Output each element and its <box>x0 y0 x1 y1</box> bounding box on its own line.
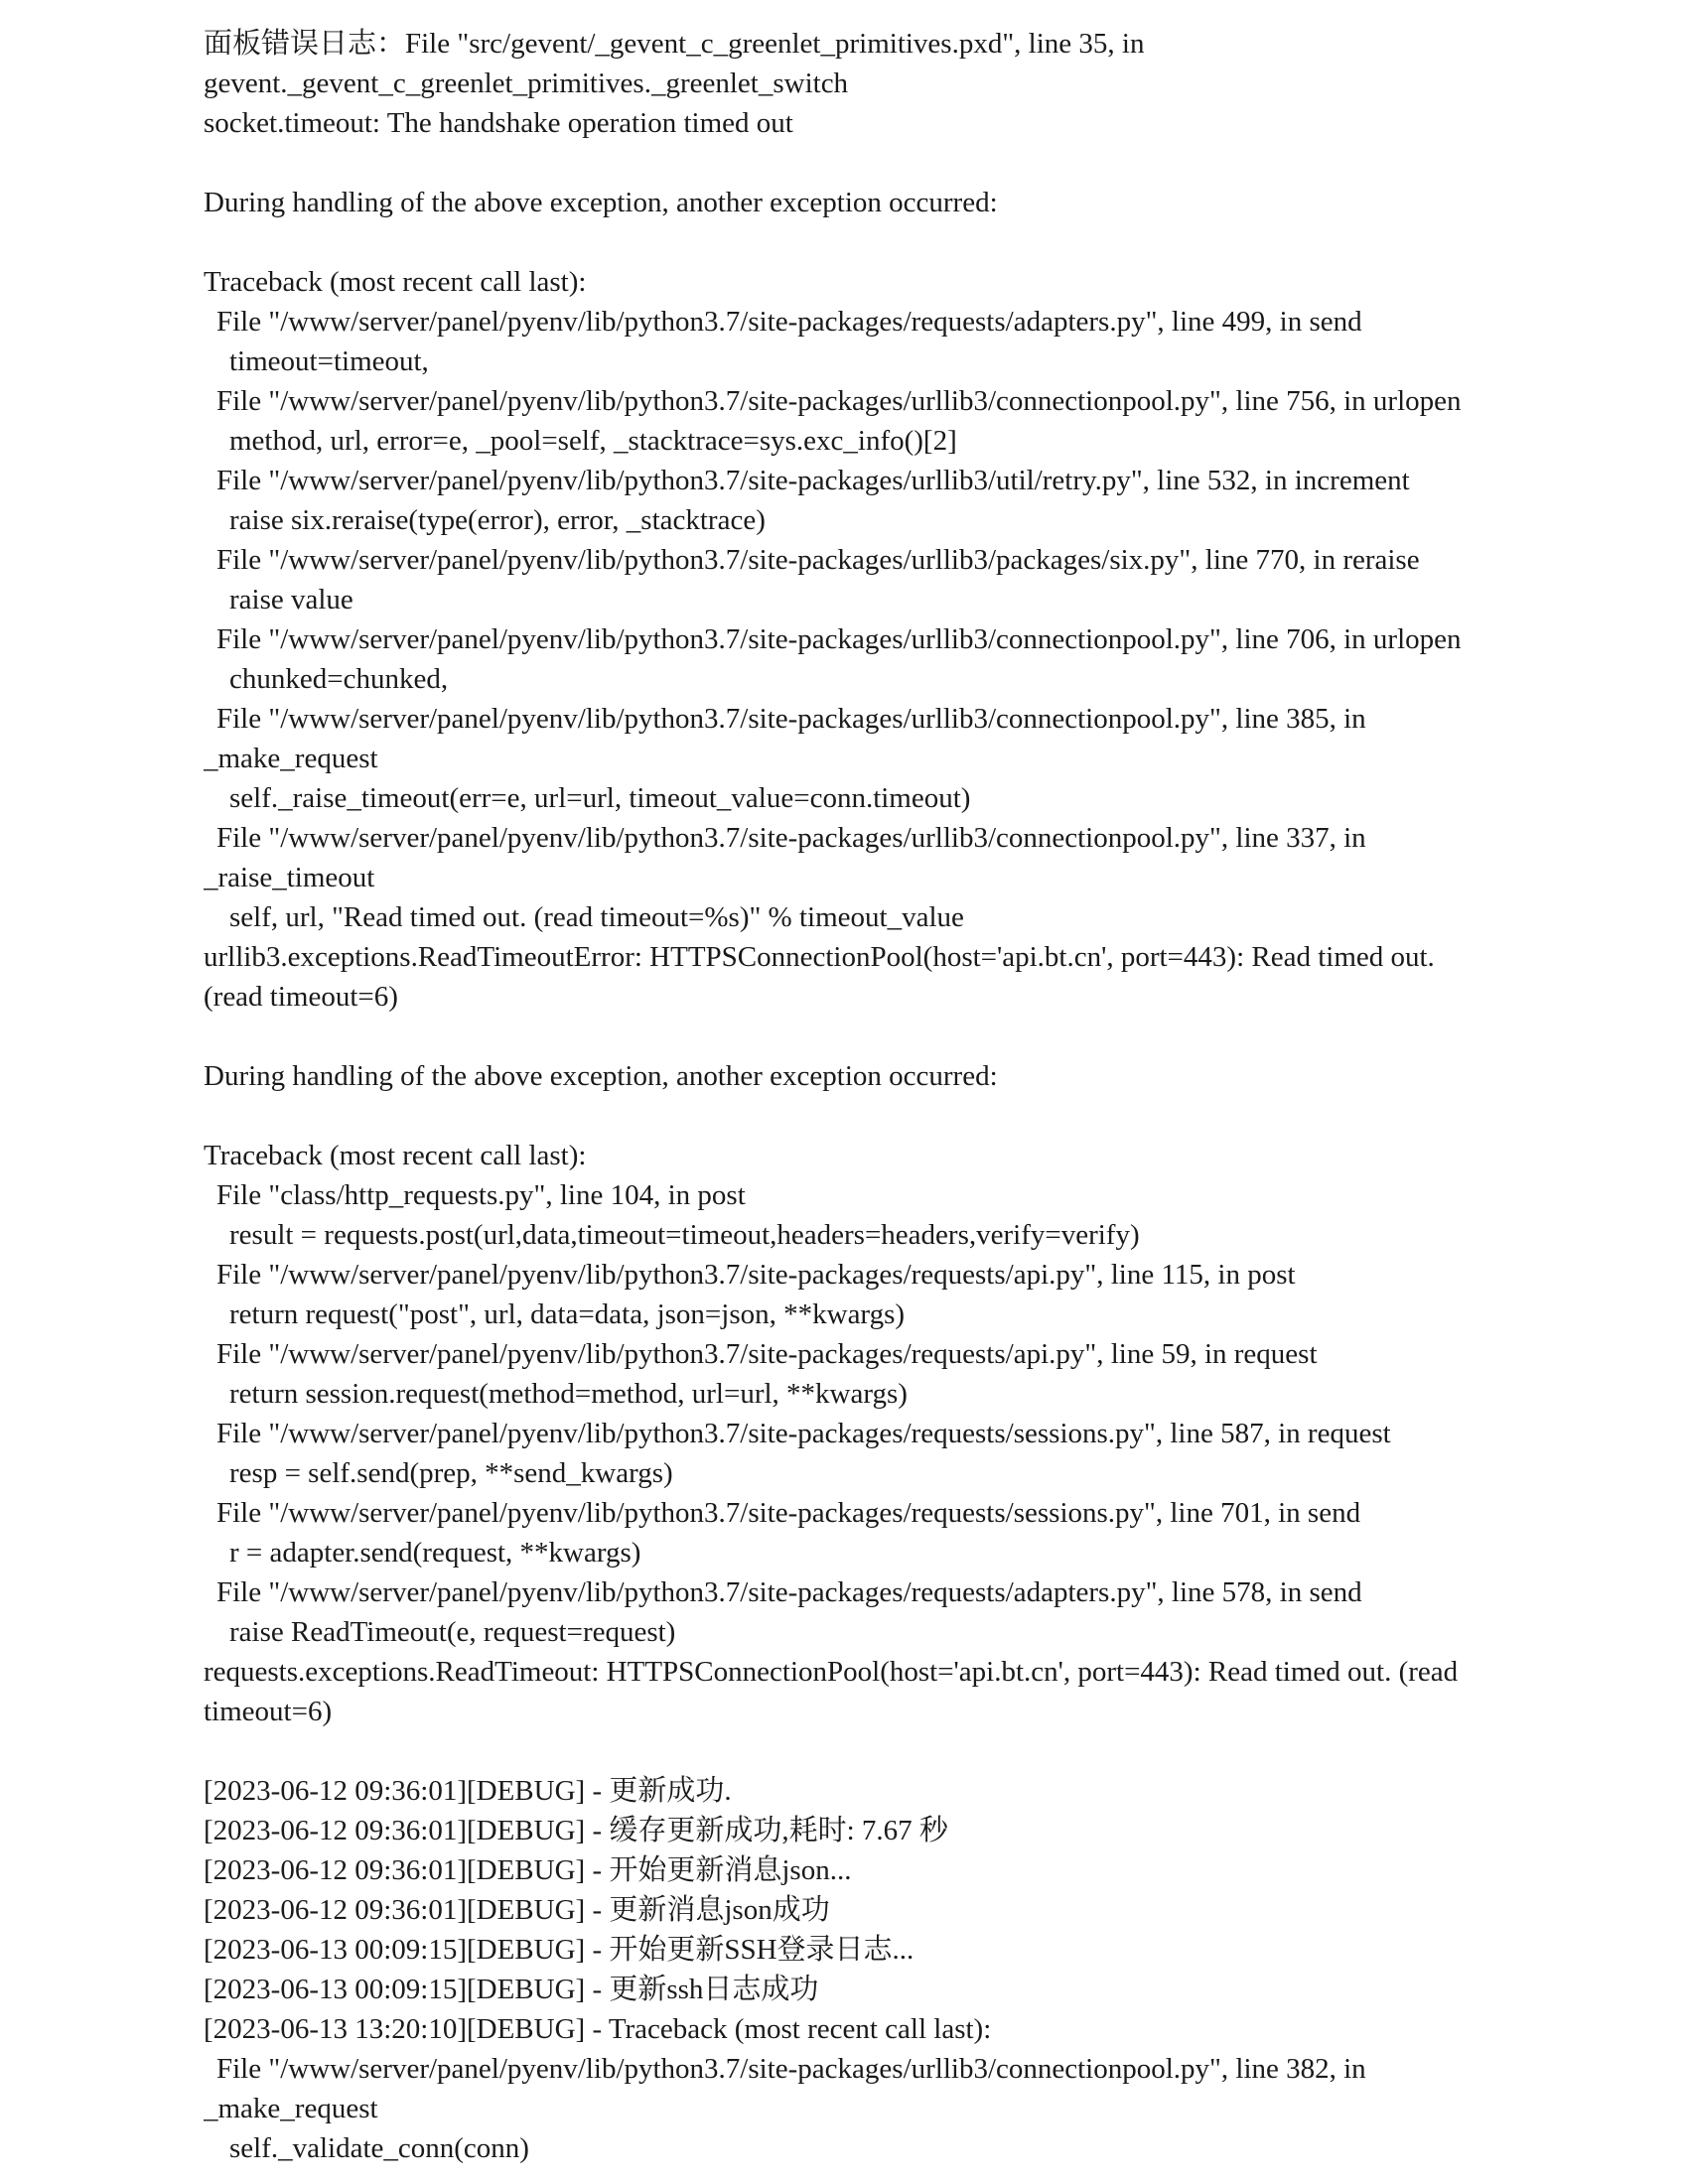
blank-line <box>204 143 1638 183</box>
log-line: [2023-06-12 09:36:01][DEBUG] - 更新成功. <box>204 1775 732 1807</box>
log-line: return request("post", url, data=data, json=json, **kwargs) <box>229 1298 906 1330</box>
log-line: [2023-06-12 09:36:01][DEBUG] - 缓存更新成功,耗时: 7.67 秒 <box>204 1815 948 1846</box>
log-line: self._validate_conn(conn) <box>229 2132 529 2164</box>
log-line: [2023-06-13 00:09:15][DEBUG] - 更新ssh日志成功 <box>204 1974 819 2005</box>
log-line: [2023-06-12 09:36:01][DEBUG] - 更新消息json成功 <box>204 1894 830 1926</box>
log-line: method, url, error=e, _pool=self, _stacktrace=sys.exc_info()[2] <box>229 425 957 457</box>
log-line: socket.timeout: The handshake operation timed out <box>204 107 793 139</box>
log-line: File "/www/server/panel/pyenv/lib/python3.7/site-packages/urllib3/util/retry.py", line 532, in increment <box>216 465 1410 496</box>
log-line: raise six.reraise(type(error), error, _stacktrace) <box>229 504 766 536</box>
log-line: File "/www/server/panel/pyenv/lib/python3.7/site-packages/requests/sessions.py", line 587, in request <box>216 1418 1391 1449</box>
log-line: gevent._gevent_c_greenlet_primitives._greenlet_switch <box>204 68 849 99</box>
log-line: File "/www/server/panel/pyenv/lib/python3.7/site-packages/urllib3/connectionpool.py", line 756, in urlopen <box>216 385 1462 417</box>
log-line: raise value <box>229 584 353 615</box>
log-line: File "/www/server/panel/pyenv/lib/python3.7/site-packages/urllib3/connectionpool.py", line 382, in <box>216 2053 1366 2085</box>
log-line: File "/www/server/panel/pyenv/lib/python3.7/site-packages/requests/adapters.py", line 499, in send <box>216 306 1362 338</box>
log-line: Traceback (most recent call last): <box>204 266 587 298</box>
blank-line <box>204 1096 1638 1136</box>
log-line: During handling of the above exception, another exception occurred: <box>204 187 998 218</box>
log-line: During handling of the above exception, another exception occurred: <box>204 1060 998 1092</box>
log-line: timeout=6) <box>204 1696 333 1727</box>
blank-line <box>204 222 1638 262</box>
log-line: File "/www/server/panel/pyenv/lib/python3.7/site-packages/urllib3/packages/six.py", line 770, in reraise <box>216 544 1420 576</box>
log-line: raise ReadTimeout(e, request=request) <box>229 1616 676 1648</box>
log-line: File "/www/server/panel/pyenv/lib/python3.7/site-packages/urllib3/connectionpool.py", line 706, in urlopen <box>216 623 1462 655</box>
log-line: self._raise_timeout(err=e, url=url, timeout_value=conn.timeout) <box>229 782 971 814</box>
log-line: return session.request(method=method, url=url, **kwargs) <box>229 1378 908 1410</box>
log-line: chunked=chunked, <box>229 663 449 695</box>
log-line: _make_request <box>204 2093 378 2124</box>
log-line: [2023-06-12 09:36:01][DEBUG] - 开始更新消息json... <box>204 1854 852 1886</box>
log-line: File "/www/server/panel/pyenv/lib/python3.7/site-packages/requests/sessions.py", line 701, in send <box>216 1497 1361 1529</box>
log-line: File "/www/server/panel/pyenv/lib/python3.7/site-packages/urllib3/connectionpool.py", line 337, in <box>216 822 1366 854</box>
blank-line <box>204 1731 1638 1771</box>
log-line: requests.exceptions.ReadTimeout: HTTPSConnectionPool(host='api.bt.cn', port=443): Read timed out. (read <box>204 1656 1459 1688</box>
log-line: File "/www/server/panel/pyenv/lib/python3.7/site-packages/requests/adapters.py", line 578, in send <box>216 1576 1362 1608</box>
log-line: File "/www/server/panel/pyenv/lib/python3.7/site-packages/urllib3/connectionpool.py", line 385, in <box>216 703 1366 735</box>
log-line: (read timeout=6) <box>204 981 398 1013</box>
log-line: File "/www/server/panel/pyenv/lib/python3.7/site-packages/requests/api.py", line 115, in post <box>216 1259 1296 1291</box>
log-line: r = adapter.send(request, **kwargs) <box>229 1537 641 1569</box>
log-line: _raise_timeout <box>204 862 375 893</box>
log-line: Traceback (most recent call last): <box>204 1140 587 1171</box>
blank-line <box>204 1017 1638 1056</box>
log-line: urllib3.exceptions.ReadTimeoutError: HTTPSConnectionPool(host='api.bt.cn', port=443): Read timed out. <box>204 941 1435 973</box>
log-line: self, url, "Read timed out. (read timeout=%s)" % timeout_value <box>229 901 964 933</box>
log-line: result = requests.post(url,data,timeout=timeout,headers=headers,verify=verify) <box>229 1219 1140 1251</box>
log-line: [2023-06-13 00:09:15][DEBUG] - 开始更新SSH登录日志... <box>204 1934 914 1966</box>
log-line: _make_request <box>204 743 378 774</box>
log-document <box>204 24 1638 2168</box>
log-line: File "/www/server/panel/pyenv/lib/python3.7/site-packages/requests/api.py", line 59, in request <box>216 1338 1318 1370</box>
log-line: File "class/http_requests.py", line 104, in post <box>216 1179 746 1211</box>
log-line: [2023-06-13 13:20:10][DEBUG] - Traceback (most recent call last): <box>204 2013 992 2045</box>
log-line: resp = self.send(prep, **send_kwargs) <box>229 1457 673 1489</box>
log-line: 面板错误日志：File "src/gevent/_gevent_c_greenlet_primitives.pxd", line 35, in <box>204 28 1145 60</box>
log-line: timeout=timeout, <box>229 345 429 377</box>
